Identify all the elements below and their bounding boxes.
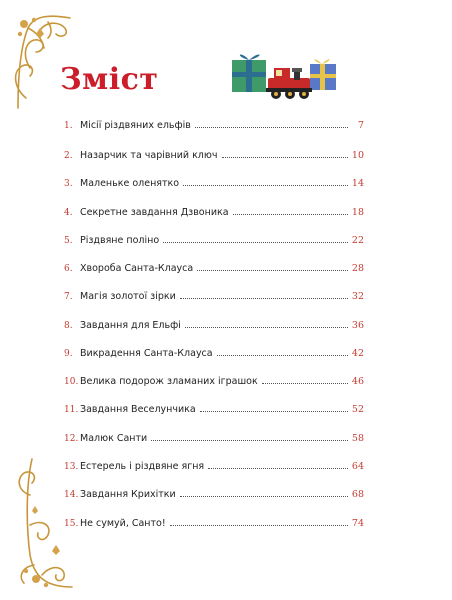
dot-leader (170, 525, 348, 526)
toc-entry-page: 28 (351, 263, 364, 274)
toc-entry-page: 46 (351, 376, 364, 387)
toc-entry-title: Малюк Санти (80, 433, 148, 444)
toc-entry-page: 58 (351, 433, 364, 444)
toc-entry-number: 8. (64, 321, 73, 331)
toc-entry-title: Естерель і різдвяне ягня (80, 461, 205, 472)
toc-entry-title: Магія золотої зірки (80, 291, 176, 302)
toc-entry-title: Різдвяне поліно (80, 235, 160, 246)
toc-entry-title: Велика подорож зламаних іграшок (80, 376, 258, 387)
toc-entry-number: 12. (64, 434, 79, 444)
toc-entry-title: Завдання Крихітки (80, 489, 176, 500)
toc-entry-number: 4. (64, 208, 73, 218)
toc-entry-title: Завдання для Ельфі (80, 320, 181, 331)
toc-entry[interactable] (64, 454, 364, 472)
toc-entry[interactable] (64, 397, 364, 415)
toc-entry-number: 13. (64, 462, 79, 472)
toc-entry-page: 68 (351, 489, 364, 500)
toc-entry-page: 7 (357, 120, 364, 131)
toc-entry-number: 2. (64, 151, 73, 161)
toc-entry-number: 5. (64, 236, 73, 246)
dot-leader (200, 411, 348, 412)
toc-entry-page: 32 (351, 291, 364, 302)
dot-leader (180, 496, 348, 497)
toc-entry-number: 3. (64, 179, 73, 189)
toc-entry[interactable] (64, 511, 364, 529)
toc-entry-title: Викрадення Санта-Клауса (80, 348, 213, 359)
toc-entry[interactable] (64, 256, 364, 274)
dot-leader (195, 127, 348, 128)
toc-entry[interactable] (64, 482, 364, 500)
toc-entry-title: Місії різдвяних ельфів (80, 120, 191, 131)
dot-leader (217, 355, 348, 356)
toc-entry-page: 10 (351, 150, 364, 161)
toc-entry-number: 6. (64, 264, 73, 274)
dot-leader (222, 157, 349, 158)
toc-entry-page: 36 (351, 320, 364, 331)
toc-entry-title: Секретне завдання Дзвоника (80, 207, 229, 218)
toc-entry[interactable] (64, 369, 364, 387)
dot-leader (185, 327, 348, 328)
dot-leader (163, 242, 348, 243)
toc-entry[interactable] (64, 284, 364, 302)
dot-leader (262, 383, 348, 384)
toc-entry-number: 11. (64, 405, 79, 415)
toc-entry[interactable] (64, 426, 364, 444)
dot-leader (233, 214, 348, 215)
toc-entry-title: Маленьке оленятко (80, 178, 180, 189)
toc-entry-number: 15. (64, 519, 79, 529)
page-title: Зміст (60, 62, 159, 97)
dot-leader (208, 468, 348, 469)
dot-leader (197, 270, 348, 271)
toc-entry[interactable] (64, 171, 364, 189)
dot-leader (151, 440, 348, 441)
toc-entry[interactable] (64, 143, 364, 161)
toc-entry-title: Не сумуй, Санто! (80, 518, 166, 529)
toc-entry-number: 9. (64, 349, 73, 359)
dot-leader (183, 185, 348, 186)
toc-entry-page: 22 (351, 235, 364, 246)
gifts-and-train-icon (230, 48, 350, 100)
toc-entry-page: 42 (351, 348, 364, 359)
toc-entry-page: 14 (351, 178, 364, 189)
toc-entry[interactable] (64, 228, 364, 246)
toc-entry-number: 10. (64, 377, 79, 387)
toc-entry-number: 7. (64, 292, 73, 302)
toc-entry-page: 74 (351, 518, 364, 529)
toc-entry-number: 14. (64, 490, 79, 500)
toc-entry-page: 18 (351, 207, 364, 218)
toc-entry-title: Завдання Веселунчика (80, 404, 196, 415)
toc-entry[interactable] (64, 313, 364, 331)
toc-entry[interactable] (64, 113, 364, 131)
toc-entry-page: 64 (351, 461, 364, 472)
dot-leader (180, 298, 348, 299)
toc-entry[interactable] (64, 341, 364, 359)
toc-entry-title: Хвороба Санта-Клауса (80, 263, 194, 274)
toc-entry[interactable] (64, 200, 364, 218)
toc-entry-page: 52 (351, 404, 364, 415)
toc-entry-title: Назарчик та чарівний ключ (80, 150, 218, 161)
toc-entry-number: 1. (64, 121, 73, 131)
